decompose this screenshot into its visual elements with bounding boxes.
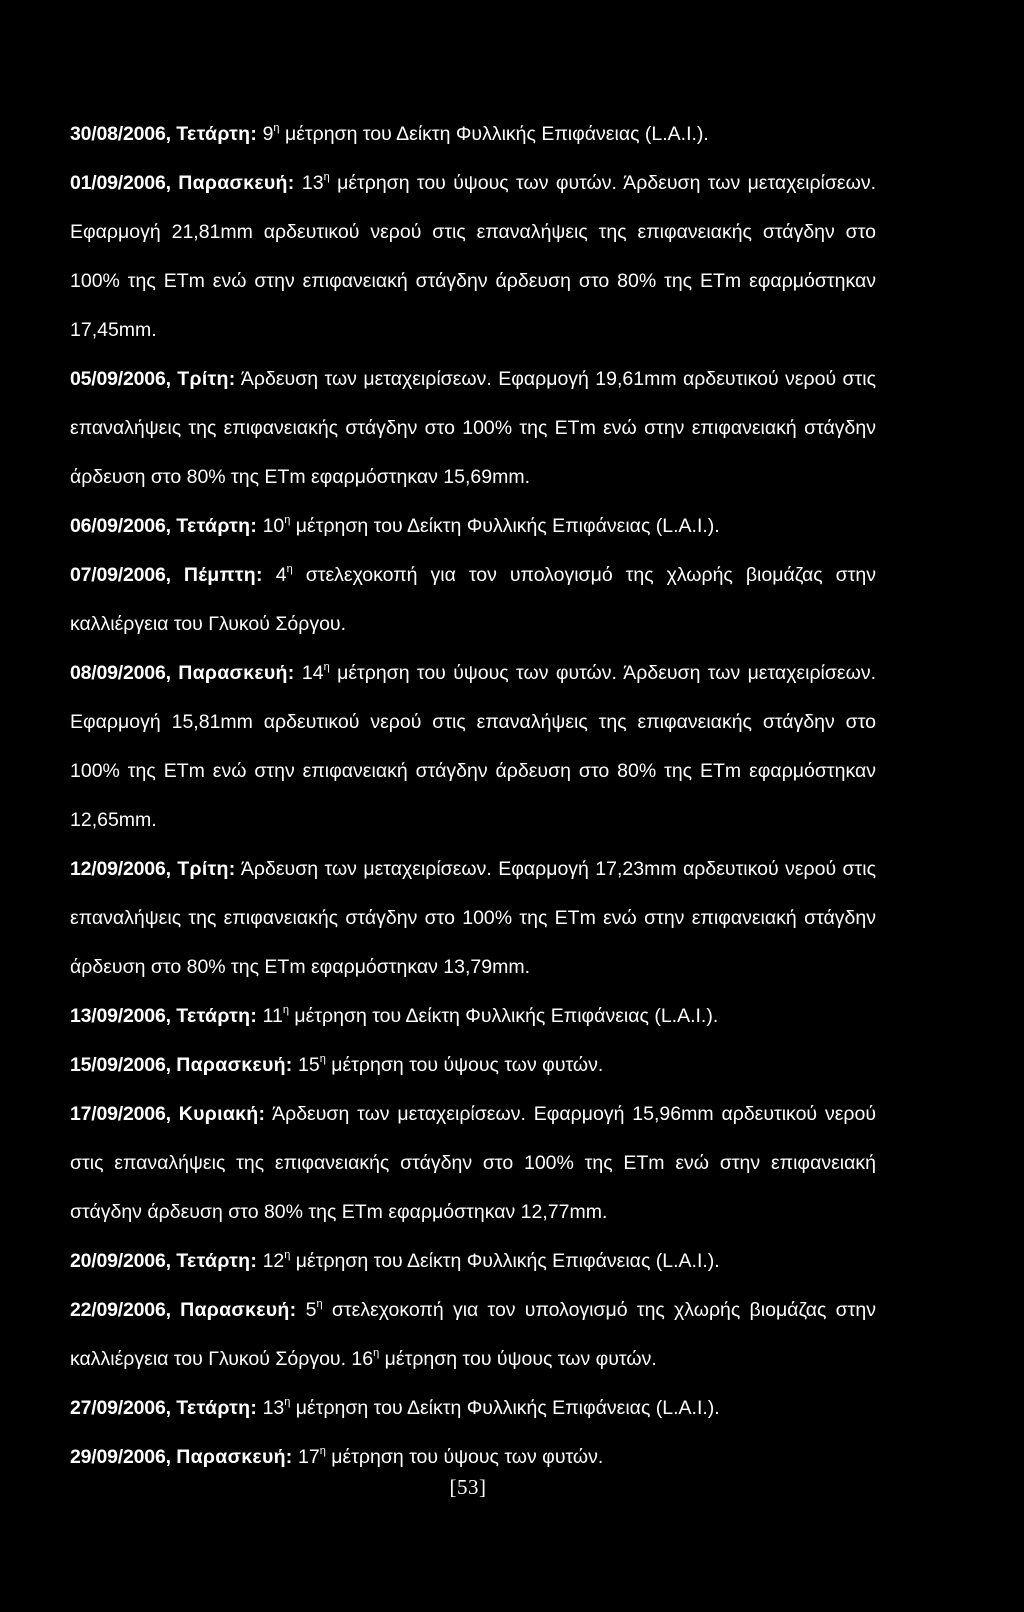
entry-text: μέτρηση του Δείκτη Φυλλικής Επιφάνειας (L.A.I.).: [279, 123, 709, 145]
entry-ordinal: 9: [257, 123, 274, 145]
ordinal-suffix: η: [319, 1053, 326, 1065]
entry-day: Παρασκευή:: [178, 662, 295, 684]
entry-text: μέτρηση του Δείκτη Φυλλικής Επιφάνειας (L.A.I.).: [290, 515, 720, 537]
entry-date: 07/09/2006,: [70, 564, 171, 586]
log-entry: [70, 649, 876, 845]
entry-day: Τετάρτη:: [176, 1397, 258, 1419]
entry-ordinal: 17: [292, 1446, 320, 1468]
entry-ordinal: 5: [296, 1299, 317, 1321]
entry-text: Άρδευση των μεταχειρίσεων. Εφαρμογή 15,96mm αρδευτικού νερού στις επαναλήψεις της επιφανειακής στάγδην στο 100% της ETm ενώ στην επιφανειακή στάγδην άρδευση στο 80% της ETm εφαρμόστηκαν 12,77mm.: [70, 1103, 876, 1223]
log-entry: [70, 1041, 876, 1090]
log-entry: [70, 1090, 876, 1237]
entry-ordinal: 15: [292, 1054, 320, 1076]
ordinal-suffix: η: [284, 514, 291, 526]
entry-ordinal: 13: [257, 1397, 285, 1419]
entry-text: μέτρηση του Δείκτη Φυλλικής Επιφάνειας (L.A.I.).: [288, 1005, 719, 1027]
ordinal-suffix: η: [373, 1347, 380, 1359]
entry-text: μέτρηση του ύψους των φυτών.: [325, 1446, 604, 1468]
entry-date: 08/09/2006,: [70, 662, 171, 684]
entry-day: Παρασκευή:: [178, 172, 295, 194]
log-entry: [70, 845, 876, 992]
log-entry: [70, 355, 876, 502]
entry-text: μέτρηση του ύψους των φυτών.: [325, 1054, 604, 1076]
entry-day: Πέμπτη:: [183, 564, 263, 586]
document-body: [70, 110, 876, 1482]
ordinal-suffix: η: [316, 1298, 323, 1310]
log-entry: [70, 1237, 876, 1286]
ordinal-suffix: η: [323, 171, 330, 183]
entry-ordinal: 14: [294, 662, 324, 684]
entry-day: Τετάρτη:: [176, 1005, 258, 1027]
entry-day: Κυριακή:: [178, 1103, 266, 1125]
entry-day: Τετάρτη:: [176, 123, 258, 145]
entry-text: στελεχοκοπή για τον υπολογισμό της χλωρής βιομάζας στην καλλιέργεια του Γλυκού Σόργου.: [70, 564, 876, 635]
ordinal-suffix: η: [284, 1396, 291, 1408]
entry-date: 15/09/2006,: [70, 1054, 171, 1076]
entry-ordinal: 11: [257, 1005, 283, 1027]
ordinal-suffix: η: [319, 1445, 326, 1457]
entry-day: Παρασκευή:: [180, 1299, 297, 1321]
entry-date: 22/09/2006,: [70, 1299, 171, 1321]
entry-ordinal: 12: [257, 1250, 285, 1272]
entry-day: Τρίτη:: [177, 368, 236, 390]
entry-text: μέτρηση του ύψους των φυτών.: [379, 1348, 657, 1370]
entry-text: στελεχοκοπή για τον υπολογισμό της χλωρής βιομάζας στην καλλιέργεια του Γλυκού Σόργου. 16: [70, 1299, 876, 1370]
log-entry: [70, 159, 876, 355]
entry-date: 12/09/2006,: [70, 858, 171, 880]
entry-text: Άρδευση των μεταχειρίσεων. Εφαρμογή 19,61mm αρδευτικού νερού στις επαναλήψεις της επιφανειακής στάγδην στο 100% της ETm ενώ στην επιφανειακή στάγδην άρδευση στο 80% της ETm εφαρμόστηκαν 15,69mm.: [70, 368, 876, 488]
log-entry: [70, 1384, 876, 1433]
entry-ordinal: 13: [294, 172, 324, 194]
entry-date: 13/09/2006,: [70, 1005, 171, 1027]
log-entry: [70, 502, 876, 551]
entry-day: Παρασκευή:: [176, 1446, 293, 1468]
entry-text: Άρδευση των μεταχειρίσεων. Εφαρμογή 17,23mm αρδευτικού νερού στις επαναλήψεις της επιφανειακής στάγδην στο 100% της ETm ενώ στην επιφανειακή στάγδην άρδευση στο 80% της ETm εφαρμόστηκαν 13,79mm.: [70, 858, 876, 978]
ordinal-suffix: η: [273, 122, 280, 134]
entry-date: 20/09/2006,: [70, 1250, 171, 1272]
entry-day: Τετάρτη:: [176, 1250, 258, 1272]
log-entry: [70, 110, 876, 159]
entry-date: 01/09/2006,: [70, 172, 171, 194]
entry-text: μέτρηση του ύψους των φυτών. Άρδευση των μεταχειρίσεων. Εφαρμογή 21,81mm αρδευτικού νερού στις επαναλήψεις της επιφανειακής στάγδην στο 100% της ETm ενώ στην επιφανειακή στάγδην άρδευση στο 80% της ETm εφαρμόστηκαν 17,45mm.: [70, 172, 876, 341]
entry-ordinal: 4: [262, 564, 287, 586]
entry-date: 29/09/2006,: [70, 1446, 171, 1468]
entry-text: μέτρηση του Δείκτη Φυλλικής Επιφάνειας (L.A.I.).: [290, 1397, 720, 1419]
entry-day: Παρασκευή:: [176, 1054, 293, 1076]
log-entry: [70, 1286, 876, 1384]
ordinal-suffix: η: [284, 1249, 291, 1261]
entry-date: 06/09/2006,: [70, 515, 171, 537]
log-entry: [70, 551, 876, 649]
ordinal-suffix: η: [286, 563, 293, 575]
entry-date: 30/08/2006,: [70, 123, 171, 145]
ordinal-suffix: η: [282, 1004, 289, 1016]
entry-ordinal: 10: [257, 515, 285, 537]
log-entry: [70, 992, 876, 1041]
page-number: [53]: [449, 1475, 487, 1499]
entry-day: Τετάρτη:: [176, 515, 258, 537]
entry-text: μέτρηση του ύψους των φυτών. Άρδευση των μεταχειρίσεων. Εφαρμογή 15,81mm αρδευτικού νερού στις επαναλήψεις της επιφανειακής στάγδην στο 100% της ETm ενώ στην επιφανειακή στάγδην άρδευση στο 80% της ETm εφαρμόστηκαν 12,65mm.: [70, 662, 876, 831]
entry-date: 27/09/2006,: [70, 1397, 171, 1419]
entry-day: Τρίτη:: [177, 858, 236, 880]
entry-date: 05/09/2006,: [70, 368, 171, 390]
ordinal-suffix: η: [323, 661, 330, 673]
entry-date: 17/09/2006,: [70, 1103, 171, 1125]
entry-text: μέτρηση του Δείκτη Φυλλικής Επιφάνειας (L.A.I.).: [290, 1250, 720, 1272]
